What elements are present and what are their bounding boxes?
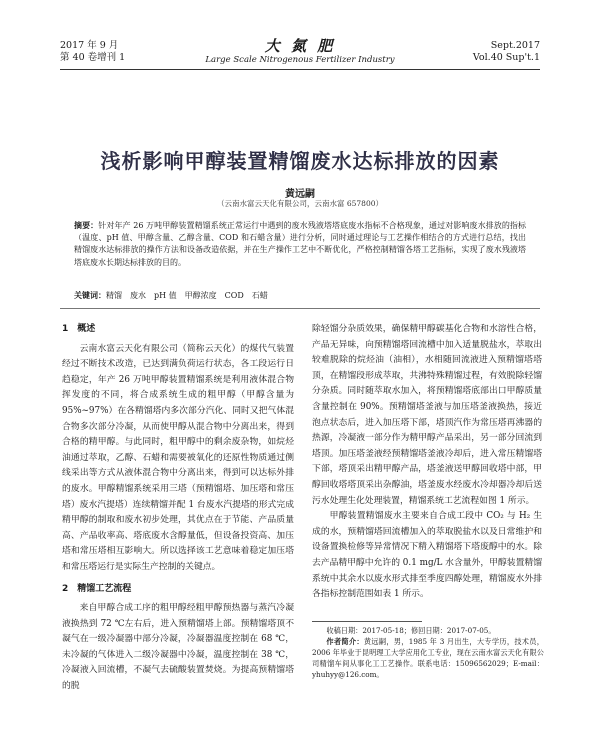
left-column [62,322,294,695]
process-paragraph-continued: 除轻馏分杂质效果，确保精甲醇碳基化合物和水溶性合格，产品无异味，向预精馏塔回流槽中加入适量脱盐水，萃取出较难脱除的烷烃油（油相），水相随回流液进入预精馏塔塔顶，在精馏段形成萃取，共沸特殊精馏过程，有效脱除轻馏分杂质。同时随萃取水加入，将预精馏塔底部出口甲醇质量含量控制在 90%。预精馏塔釜液与加压塔釜液换热，接近泡点状态后，进入加压塔下部，塔顶汽作为常压塔再沸器的热源，冷凝液一部分作为精甲醇产品采出，另一部分回流到塔顶。加压塔釜液经预精馏塔釜液冷却后，进入常压精馏塔下部，塔顶采出精甲醇产品，塔釜液送甲醇回收塔中部，甲醇回收塔塔顶采出杂醇油，塔釜废水经废水冷却器冷却后送污水处理生化处理装置，精馏系统工艺流程如图 1 所示。 [312,324,542,506]
journal-title-en: Large Scale Nitrogenous Fertilizer Industry [205,55,395,65]
issue-volume: 第 40 卷增刊 1 [60,52,126,63]
issue-date-en: Sept.2017 [490,40,540,51]
header-rule [60,69,540,70]
footnote-rule [312,621,422,622]
journal-masthead [60,38,540,66]
journal-title-cn: 大 氮 肥 [264,37,336,55]
footnote-author [312,636,544,680]
wastewater-paragraph: 甲醇装置精馏废水主要来自合成工段中 CO₂ 与 H₂ 生成的水，预精馏塔回流槽加入的萃取脱盐水以及日常维护和设备置换检修等异常情况下精入精馏塔下塔废醇中的水。除去产品精甲醇中允许的 0.1 mg/L 水含量外，甲醇装置精馏系统中其余水以废水形式排至季度四醇处理，精馏废水外排各指标控制范围如表 1 所示。 [312,511,542,600]
keywords [74,289,526,302]
abstract [74,219,526,269]
article-title: 浅析影响甲醇装置精馏废水达标排放的因素 [100,149,500,173]
footnote-dates: 收稿日期：2017-05-18；修回日期：2017-07-05。 [326,626,496,635]
footnote-author-label: 作者简介： [326,637,364,646]
right-column [312,322,542,603]
page-header [60,38,540,72]
process-paragraph: 来自甲醇合成工序的粗甲醇经粗甲醇预热器与蒸汽冷凝液换热到 72 ℃左右后，进入预精馏塔上部。预精馏塔顶不凝气在一级冷凝器中部分冷凝，冷凝器温度控制在 68 ℃，未冷凝的气体进入二级冷凝器中冷凝，温度控制在 38 ℃，冷凝液入回流槽，不凝气去硫酸装置焚烧。为提高预精馏塔的脱 [62,603,294,692]
section-heading-process: 2 精馏工艺流程 [62,583,132,594]
issue-date: 2017 年 9 月 [60,40,119,51]
section-heading-overview: 1 概述 [62,324,96,334]
abstract-divider [60,308,540,309]
abstract-label: 摘要： [74,220,99,230]
overview-paragraph: 云南水富云天化有限公司（简称云天化）的煤代气装置经过不断技术改造，已达到满负荷运行状态，各工段运行日趋稳定，年产 26 万吨甲醇装置精馏系统是利用液体混合物挥发度的不同，将合成系统生成的粗甲醇（甲醇含量为 95%~97%）在各精馏塔内多次部分汽化、同时又把气体混合物多次部分冷凝，从而使甲醇从混合物中分离出来，得到合格的精甲醇。与此同时，粗甲醇中的剩余废杂物，如烷烃油通过萃取，乙醇、石蜡和需要被氧化的还原性物质通过侧线采出等方式从液体混合物中分离出来，得到可以达标外排的废水。甲醇精馏系统采用三塔（预精馏塔、加压塔和常压塔）废水汽提塔）连续精馏并配 1 台废水汽提塔的形式完成精甲醇的制取和废水初步处理，其优点在于节能、产品质量高、产品收率高、塔底废水含醇量低，但设备投资高、加压塔和常压塔相互影响大。所以选择该工艺意味着稳定加压塔和常压塔运行是实际生产控制的关键点。 [62,343,294,572]
footnote [312,625,544,680]
issue-volume-en: Vol.40 Sup't.1 [472,52,540,63]
issue-info-right [473,40,540,64]
abstract-text: 针对年产 26 万吨甲醇装置精馏系统正常运行中遇到的废水残液塔塔底废水指标不合格现象，通过对影响废水排放的指标（温度、pH 值、甲醇含量、乙醇含量、COD 和石蜡含量）进行分析，同时通过理论与工艺操作相结合的方式进行总结，找出精馏废水达标排放的操作方法和设备改造依据，并在生产操作工艺中不断优化，严格控制精馏各塔工艺指标，实现了废水残液塔塔底废水长期达标排放的目的。 [74,221,527,267]
author-affiliation: （云南水富云天化有限公司，云南水富 657800） [216,199,383,208]
footnote-author-text: 黄远嗣，男，1985 年 3 月出生，大专学历，技术员，2006 年毕业于昆明理工大学应用化工专业，现在云南水富云天化有限公司精馏车间从事化工工艺操作。联系电话：15096562029；E-mail：yhuhyy@126.com。 [312,637,544,679]
author-name: 黄远嗣 [285,189,315,200]
keywords-text: 精馏 废水 pH 值 甲醇浓度 COD 石蜡 [106,291,268,300]
keywords-label: 关键词： [74,290,106,300]
